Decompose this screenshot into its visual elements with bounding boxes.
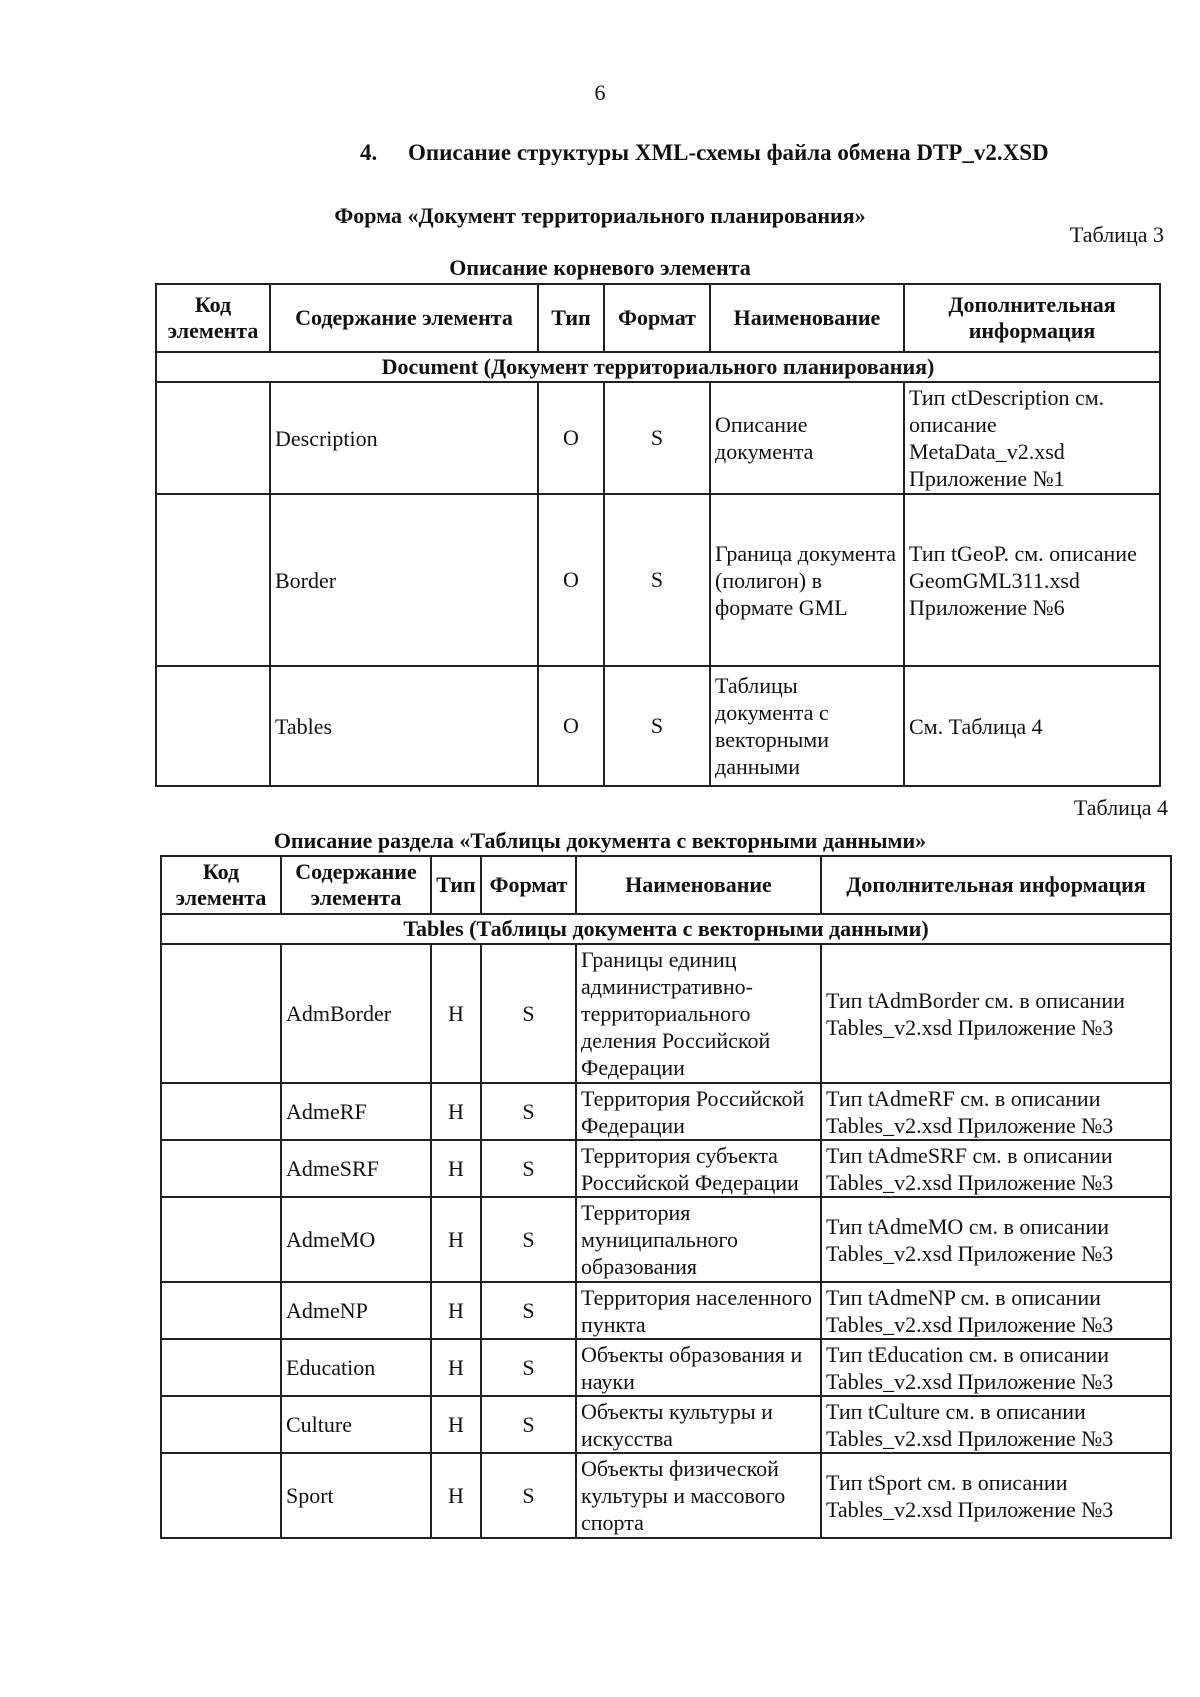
row-type: Н	[431, 1396, 481, 1453]
row-type: O	[538, 382, 604, 494]
row-type: O	[538, 666, 604, 786]
page-number: 6	[594, 80, 606, 105]
table3-label: Таблица 3	[1069, 222, 1164, 247]
table4-header-name: Наименование	[576, 856, 821, 914]
row-code	[161, 1339, 281, 1396]
form-title: Форма «Документ территориального планирования»	[334, 203, 866, 228]
table4-section-row	[161, 914, 1171, 944]
row-format: S	[481, 1083, 576, 1140]
table3-section-row	[156, 352, 1160, 382]
table3	[155, 283, 1161, 787]
row-type: Н	[431, 1140, 481, 1197]
section-number: 4.	[360, 140, 378, 165]
table-row	[161, 1197, 1171, 1282]
table4-header-format: Формат	[481, 856, 576, 914]
row-name: Объекты образования и науки	[576, 1339, 821, 1396]
row-code	[161, 1140, 281, 1197]
table3-header-code: Код элемента	[156, 284, 270, 352]
row-info: Тип tAdmBorder см. в описании Tables_v2.xsd Приложение №3	[821, 944, 1171, 1083]
table-row	[156, 494, 1160, 666]
row-content: AdmeMO	[281, 1197, 431, 1282]
table3-header-type: Тип	[538, 284, 604, 352]
row-content: AdmeRF	[281, 1083, 431, 1140]
row-format: S	[604, 494, 710, 666]
row-info: Тип tAdmeSRF см. в описании Tables_v2.xsd Приложение №3	[821, 1140, 1171, 1197]
row-type: Н	[431, 1197, 481, 1282]
table4	[160, 855, 1172, 1539]
row-name: Территория Российской Федерации	[576, 1083, 821, 1140]
section-title: Описание структуры XML-схемы файла обмена DTP_v2.XSD	[408, 140, 1049, 165]
row-format: S	[481, 1339, 576, 1396]
row-content: Education	[281, 1339, 431, 1396]
row-code	[161, 1396, 281, 1453]
table-row	[161, 1282, 1171, 1339]
row-type: Н	[431, 1339, 481, 1396]
table3-caption: Описание корневого элемента	[449, 255, 751, 280]
row-type: O	[538, 494, 604, 666]
section-heading	[360, 140, 1049, 166]
row-name: Объекты физической культуры и массового спорта	[576, 1453, 821, 1538]
table3-header-name: Наименование	[710, 284, 904, 352]
row-name: Таблицы документа с векторными данными	[710, 666, 904, 786]
row-format: S	[481, 1396, 576, 1453]
row-type: Н	[431, 1083, 481, 1140]
table-row	[161, 1453, 1171, 1538]
table4-header-info: Дополнительная информация	[821, 856, 1171, 914]
row-code	[161, 1282, 281, 1339]
row-code	[161, 1083, 281, 1140]
table-row	[161, 1083, 1171, 1140]
table4-header-code: Код элемента	[161, 856, 281, 914]
row-name: Границы единиц административно-территориального деления Российской Федерации	[576, 944, 821, 1083]
row-info: Тип tCulture см. в описании Tables_v2.xsd Приложение №3	[821, 1396, 1171, 1453]
table4-header-content: Содержание элемента	[281, 856, 431, 914]
row-content: AdmBorder	[281, 944, 431, 1083]
row-format: S	[481, 944, 576, 1083]
row-info: Тип tSport см. в описании Tables_v2.xsd Приложение №3	[821, 1453, 1171, 1538]
row-code	[156, 382, 270, 494]
row-code	[161, 944, 281, 1083]
table3-header-content: Содержание элемента	[270, 284, 538, 352]
row-type: Н	[431, 1453, 481, 1538]
row-type: Н	[431, 944, 481, 1083]
row-code	[156, 666, 270, 786]
row-code	[156, 494, 270, 666]
row-type: Н	[431, 1282, 481, 1339]
row-info: Тип tAdmeMO см. в описании Tables_v2.xsd Приложение №3	[821, 1197, 1171, 1282]
row-content: Border	[270, 494, 538, 666]
row-info: Тип tEducation см. в описании Tables_v2.xsd Приложение №3	[821, 1339, 1171, 1396]
row-format: S	[481, 1140, 576, 1197]
table-row	[156, 382, 1160, 494]
row-format: S	[604, 666, 710, 786]
table-row	[156, 666, 1160, 786]
table3-header-row	[156, 284, 1160, 352]
table-row	[161, 1140, 1171, 1197]
row-format: S	[481, 1453, 576, 1538]
table4-header-type: Тип	[431, 856, 481, 914]
row-name: Объекты культуры и искусства	[576, 1396, 821, 1453]
table-row	[161, 944, 1171, 1083]
table4-header-row	[161, 856, 1171, 914]
row-content: Culture	[281, 1396, 431, 1453]
row-content: AdmeNP	[281, 1282, 431, 1339]
table-row	[161, 1339, 1171, 1396]
table4-label: Таблица 4	[1073, 795, 1168, 820]
row-code	[161, 1197, 281, 1282]
row-name: Территория субъекта Российской Федерации	[576, 1140, 821, 1197]
row-content: AdmeSRF	[281, 1140, 431, 1197]
row-info: Тип tAdmeNP см. в описании Tables_v2.xsd Приложение №3	[821, 1282, 1171, 1339]
row-content: Sport	[281, 1453, 431, 1538]
table-row	[161, 1396, 1171, 1453]
row-name: Территория населенного пункта	[576, 1282, 821, 1339]
row-name: Территория муниципального образования	[576, 1197, 821, 1282]
row-info: Тип tGeoP. см. описание GeomGML311.xsd Приложение №6	[904, 494, 1160, 666]
row-info: См. Таблица 4	[904, 666, 1160, 786]
row-content: Description	[270, 382, 538, 494]
row-format: S	[604, 382, 710, 494]
row-name: Граница документа (полигон) в формате GML	[710, 494, 904, 666]
row-name: Описание документа	[710, 382, 904, 494]
table4-caption: Описание раздела «Таблицы документа с векторными данными»	[273, 828, 927, 853]
table3-section-title: Document (Документ территориального планирования)	[156, 352, 1160, 382]
row-format: S	[481, 1282, 576, 1339]
table3-header-info: Дополнительная информация	[904, 284, 1160, 352]
row-info: Тип ctDescription см. описание MetaData_v2.xsd Приложение №1	[904, 382, 1160, 494]
row-code	[161, 1453, 281, 1538]
row-info: Тип tAdmeRF см. в описании Tables_v2.xsd Приложение №3	[821, 1083, 1171, 1140]
row-format: S	[481, 1197, 576, 1282]
table4-section-title: Tables (Таблицы документа с векторными данными)	[161, 914, 1171, 944]
table3-header-format: Формат	[604, 284, 710, 352]
row-content: Tables	[270, 666, 538, 786]
